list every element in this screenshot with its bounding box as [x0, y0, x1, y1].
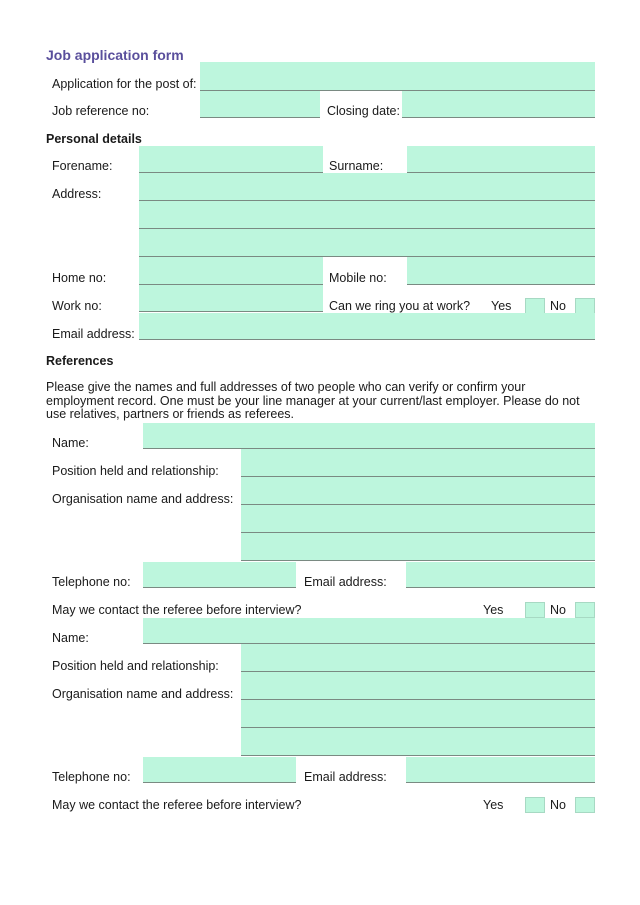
- address-label: Address:: [52, 187, 102, 201]
- referee-2-org-line-2[interactable]: [241, 700, 595, 728]
- post-field[interactable]: [200, 62, 595, 91]
- forename-field[interactable]: [139, 146, 323, 173]
- referee-1-position-field[interactable]: [241, 449, 595, 477]
- referee-2-yes-checkbox[interactable]: [525, 797, 545, 813]
- referee-1-tel-label: Telephone no:: [52, 575, 131, 589]
- work-no-label: Work no:: [52, 299, 102, 313]
- ring-at-work-label: Can we ring you at work?: [329, 299, 471, 313]
- referee-2-position-field[interactable]: [241, 644, 595, 672]
- referee-2-email-field[interactable]: [406, 757, 595, 783]
- referee-1-org-line-3[interactable]: [241, 533, 595, 561]
- ring-no-label: No: [550, 299, 566, 313]
- referee-1-no-checkbox[interactable]: [575, 602, 595, 618]
- referee-1-position-label: Position held and relationship:: [52, 464, 219, 478]
- references-intro: Please give the names and full addresses of two people who can verify or confirm your employment record. One must be your line manager at your current/last employer. Please do not use relatives, partners or friends as referees.: [46, 380, 580, 421]
- work-no-field[interactable]: [139, 285, 323, 312]
- references-heading: References: [46, 354, 114, 368]
- mobile-no-field[interactable]: [407, 257, 595, 285]
- ring-yes-label: Yes: [491, 299, 512, 313]
- referee-1-org-line-2[interactable]: [241, 505, 595, 533]
- referee-2-name-label: Name:: [52, 631, 89, 645]
- referee-2-tel-label: Telephone no:: [52, 770, 131, 784]
- referee-1-org-line-1[interactable]: [241, 477, 595, 505]
- post-label: Application for the post of:: [52, 77, 197, 91]
- address-line-1[interactable]: [139, 173, 595, 201]
- referee-2-no-checkbox[interactable]: [575, 797, 595, 813]
- job-reference-label: Job reference no:: [52, 104, 150, 118]
- referee-2-email-label: Email address:: [304, 770, 387, 784]
- email-label: Email address:: [52, 327, 135, 341]
- referee-1-org-label: Organisation name and address:: [52, 492, 234, 506]
- referee-2-position-label: Position held and relationship:: [52, 659, 219, 673]
- email-field[interactable]: [139, 313, 595, 340]
- referee-2-tel-field[interactable]: [143, 757, 296, 783]
- ring-yes-checkbox[interactable]: [525, 298, 545, 314]
- form-title: Job application form: [46, 47, 184, 63]
- address-line-3[interactable]: [139, 229, 595, 257]
- referee-2-org-label: Organisation name and address:: [52, 687, 234, 701]
- mobile-no-label: Mobile no:: [329, 271, 387, 285]
- job-reference-field[interactable]: [200, 91, 320, 118]
- referee-1-email-field[interactable]: [406, 562, 595, 588]
- closing-date-label: Closing date:: [327, 104, 400, 118]
- referee-1-no-label: No: [550, 603, 566, 617]
- referee-1-yes-checkbox[interactable]: [525, 602, 545, 618]
- surname-field[interactable]: [407, 146, 595, 173]
- referee-1-contact-label: May we contact the referee before interview?: [52, 603, 302, 617]
- surname-label: Surname:: [329, 159, 384, 173]
- address-line-2[interactable]: [139, 201, 595, 229]
- referee-1-name-label: Name:: [52, 436, 89, 450]
- referee-2-no-label: No: [550, 798, 566, 812]
- referee-1-email-label: Email address:: [304, 575, 387, 589]
- referee-1-name-field[interactable]: [143, 423, 595, 449]
- referee-2-contact-label: May we contact the referee before interview?: [52, 798, 302, 812]
- personal-details-heading: Personal details: [46, 132, 142, 146]
- home-no-field[interactable]: [139, 257, 323, 285]
- referee-1-tel-field[interactable]: [143, 562, 296, 588]
- referee-2-yes-label: Yes: [483, 798, 504, 812]
- forename-label: Forename:: [52, 159, 113, 173]
- home-no-label: Home no:: [52, 271, 107, 285]
- referee-2-name-field[interactable]: [143, 618, 595, 644]
- referee-2-org-line-1[interactable]: [241, 672, 595, 700]
- closing-date-field[interactable]: [402, 91, 595, 118]
- referee-1-yes-label: Yes: [483, 603, 504, 617]
- referee-2-org-line-3[interactable]: [241, 728, 595, 756]
- ring-no-checkbox[interactable]: [575, 298, 595, 314]
